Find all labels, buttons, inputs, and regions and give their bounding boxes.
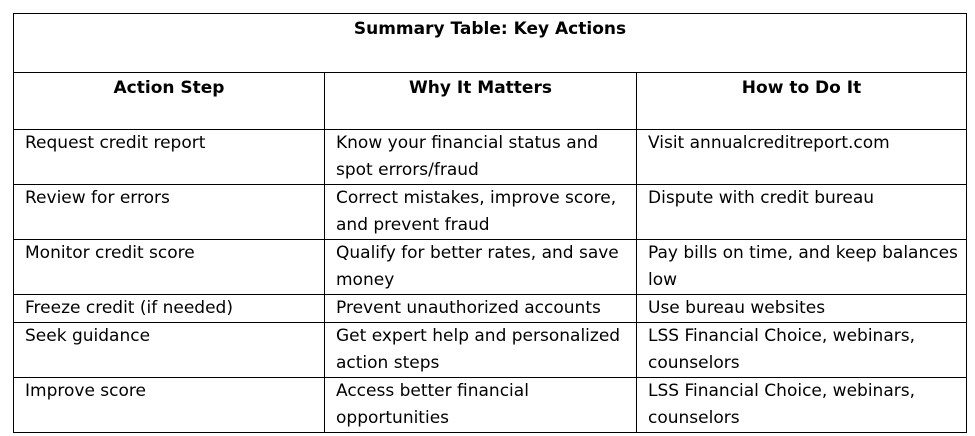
cell-how	[637, 378, 967, 433]
cell-why-text: Get expert help and personalized action steps	[336, 326, 621, 373]
header-action-step-text: Action Step	[113, 78, 225, 98]
cell-how	[637, 185, 967, 240]
table-row	[14, 240, 967, 295]
cell-action	[14, 323, 325, 378]
summary-table	[13, 13, 967, 433]
cell-action	[14, 240, 325, 295]
cell-why-text: Correct mistakes, improve score, and prevent fraud	[336, 188, 617, 235]
header-how-to-do-it-text: How to Do It	[741, 78, 862, 98]
cell-why	[325, 130, 637, 185]
header-how-to-do-it	[637, 73, 967, 130]
table-title	[14, 14, 967, 73]
cell-action	[14, 378, 325, 433]
cell-how-text: Dispute with credit bureau	[648, 188, 875, 208]
table-title-text: Summary Table: Key Actions	[353, 19, 627, 39]
cell-action-text: Improve score	[25, 381, 146, 401]
table-row	[14, 130, 967, 185]
cell-how	[637, 130, 967, 185]
cell-why-text: Qualify for better rates, and save money	[336, 243, 619, 290]
cell-action-text: Request credit report	[25, 133, 206, 153]
cell-action-text: Review for errors	[25, 188, 170, 208]
cell-why	[325, 323, 637, 378]
cell-why-text: Know your financial status and spot errors/fraud	[336, 133, 599, 180]
cell-how-text: LSS Financial Choice, webinars, counselors	[648, 381, 916, 428]
cell-how-text: LSS Financial Choice, webinars, counselors	[648, 326, 916, 373]
title-row	[14, 14, 967, 73]
cell-why-text: Access better financial opportunities	[336, 381, 529, 428]
header-row	[14, 73, 967, 130]
cell-action-text: Freeze credit (if needed)	[25, 298, 233, 318]
cell-how-text: Visit annualcreditreport.com	[648, 133, 890, 153]
cell-how	[637, 295, 967, 323]
cell-why	[325, 240, 637, 295]
cell-action	[14, 130, 325, 185]
cell-how	[637, 240, 967, 295]
header-why-it-matters-text: Why It Matters	[409, 78, 552, 98]
cell-why	[325, 378, 637, 433]
cell-action	[14, 295, 325, 323]
table-row	[14, 323, 967, 378]
cell-why	[325, 295, 637, 323]
header-why-it-matters	[325, 73, 637, 130]
table-row	[14, 185, 967, 240]
cell-how-text: Pay bills on time, and keep balances low	[648, 243, 958, 290]
cell-how	[637, 323, 967, 378]
cell-action	[14, 185, 325, 240]
cell-action-text: Monitor credit score	[25, 243, 195, 263]
table-row	[14, 295, 967, 323]
cell-why-text: Prevent unauthorized accounts	[336, 298, 601, 318]
cell-how-text: Use bureau websites	[648, 298, 826, 318]
cell-why	[325, 185, 637, 240]
table-row	[14, 378, 967, 433]
header-action-step	[14, 73, 325, 130]
cell-action-text: Seek guidance	[25, 326, 151, 346]
